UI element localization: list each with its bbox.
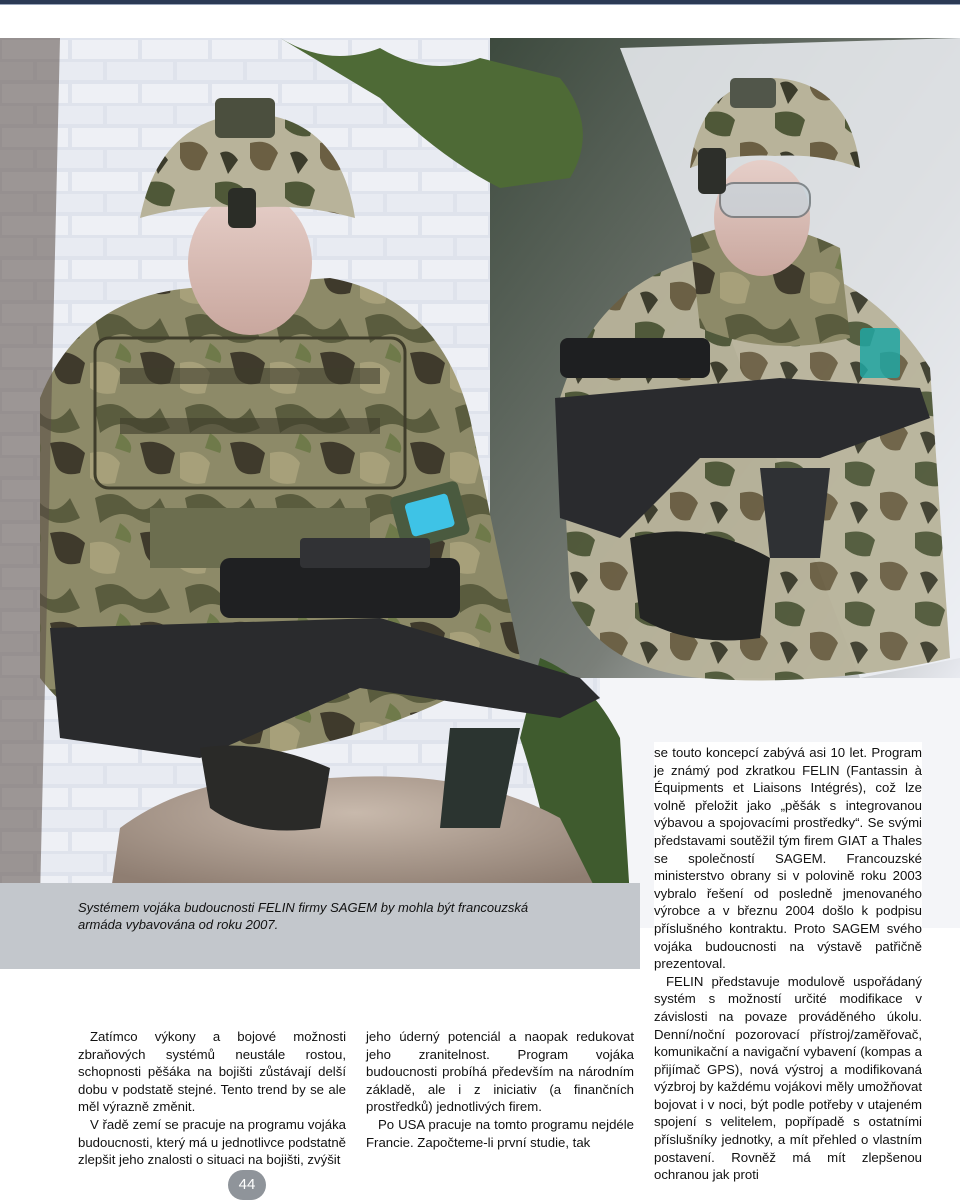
text-column-2 [366, 1028, 634, 1151]
paragraph: jeho úderný potenciál a naopak redukovat jeho zranitelnost. Program vojáka budoucnosti probíhá především na národním základě, ale i z iniciativ (a finančních prostředků) jednotlivých firem. [366, 1029, 634, 1115]
page-number: 44 [228, 1170, 266, 1200]
paragraph: FELIN představuje modulově uspořádaný systém s možností určité modifikace v závislosti na povaze prováděného úkolu. Denní/noční pozorovací přístroj/zaměřovač, komunikační a navigační vybavení (kompas a přijímač GPS), nová výstroj a modifikovaná výzbroj by každému vojákovi měly umožňovat bojovat i v noci, být podle potřeby v utajeném spojení s velitelem, popřípadě s ostatními příslušníky jednotky, a mít přehled o vlastním postavení. Rovněž má mít zlepšenou ochranou jak proti [654, 973, 922, 1183]
paragraph: Po USA pracuje na tomto programu nejdéle Francie. Započteme-li první studie, tak [366, 1116, 634, 1150]
paragraph: V řadě zemí se pracuje na programu vojáka budoucnosti, který má u jednotlivce podstatně zlepšit jeho znalosti o situaci na bojišti, zvýšit [78, 1116, 346, 1168]
text-column-1 [78, 1028, 346, 1169]
paragraph: se touto koncepcí zabývá asi 10 let. Program je známý pod zkratkou FELIN (Fantassin à Équipments et Liaisons Intégrés), což lze volně přeložit jako „pěšák s integrovanou výbavou a spojovacími prostředky“. Se svými představami soutěžil tým firem GIAT a Thales se společností SAGEM. Francouzské ministerstvo obrany si v polovině roku 2003 vybralo řešení od posledně jmenovaného výrobce a v březnu 2004 došlo k podpisu příslušného kontraktu. Proto SAGEM svého vojáka budoucnosti na výstavě patřičně prezentoval. [654, 745, 922, 972]
photo-caption: Systémem vojáka budoucnosti FELIN firmy SAGEM by mohla být francouzská armáda vybavována od roku 2007. [78, 900, 529, 932]
text-column-3 [654, 742, 922, 1184]
header-rule-thin [0, 4, 960, 5]
paragraph: Zatímco výkony a bojové možnosti zbraňových systémů neustále rostou, schopnosti pěšáka na bojišti zůstávají delší dobu v podstatě stejné. Tento trend by se ale měl výrazně změnit. [78, 1029, 346, 1115]
